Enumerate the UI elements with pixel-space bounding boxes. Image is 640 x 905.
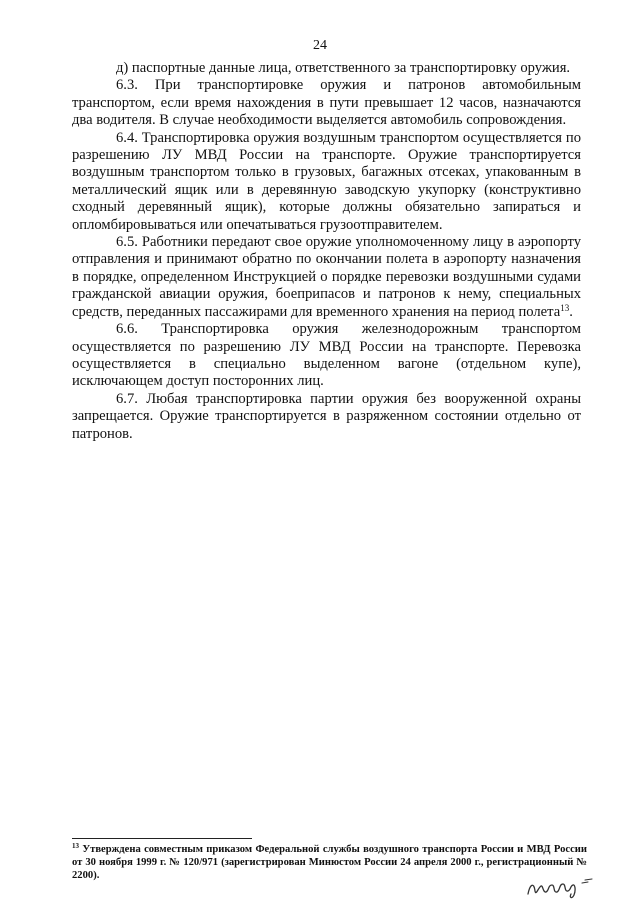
paragraph-6-6: 6.6. Транспортировка оружия железнодорожным транспортом осуществляется по разрешению ЛУ МВД России на транспорте. Перевозка осуществляется в специально выделенном вагоне (отдельном купе), исключающем доступ посторонних лиц.	[72, 321, 581, 390]
paragraph-passport-data: д) паспортные данные лица, ответственного за транспортировку оружия.	[116, 60, 571, 76]
paragraph-6-5-end: .	[569, 303, 573, 320]
footnote-text-block	[72, 843, 587, 882]
footnote	[72, 843, 587, 882]
footnote-text: Утверждена совместным приказом Федеральной службы воздушного транспорта России и МВД России от 30 ноября 1999 г. № 120/971 (зарегистрирован Минюстом России 24 апреля 2000 г., регистрационный № 2200).	[72, 844, 587, 881]
paragraph-6-5-text: 6.5. Работники передают свое оружие уполномоченному лицу в аэропорту отправления и принимают обратно по окончании полета в аэропорту назначения в порядке, определенном Инструкцией о порядке перевозки воздушными судами гражданской авиации оружия, боеприпасов и патронов к нему, специальных средств, переданных пассажирами для временного хранения на период полета	[72, 234, 581, 320]
footnote-divider	[72, 838, 252, 839]
handwritten-initials-icon	[524, 876, 596, 900]
paragraph-6-5	[72, 234, 581, 321]
footnote-marker: 13	[72, 842, 79, 850]
paragraph-6-4: 6.4. Транспортировка оружия воздушным транспортом осуществляется по разрешению ЛУ МВД России на транспорте. Оружие транспортируется воздушным транспортом только в грузовых, багажных отсеках, упакованным в металлический ящик или в деревянную заводскую укупорку (конструктивно сходный деревянный ящик), которые должны обязательно запираться и опломбировываться или опечатываться грузоотправителем.	[72, 129, 581, 233]
page-number: 24	[313, 38, 327, 53]
footnote-reference[interactable]: 13	[560, 302, 570, 313]
paragraph-6-3: 6.3. При транспортировке оружия и патронов автомобильным транспортом, если время нахождения в пути превышает 12 часов, назначаются два водителя. В случае необходимости выделяется автомобиль сопровождения.	[72, 77, 581, 129]
document-body	[72, 60, 581, 443]
paragraph-6-7: 6.7. Любая транспортировка партии оружия без вооруженной охраны запрещается. Оружие транспортируется в разряженном состоянии отдельно от патронов.	[72, 390, 581, 442]
